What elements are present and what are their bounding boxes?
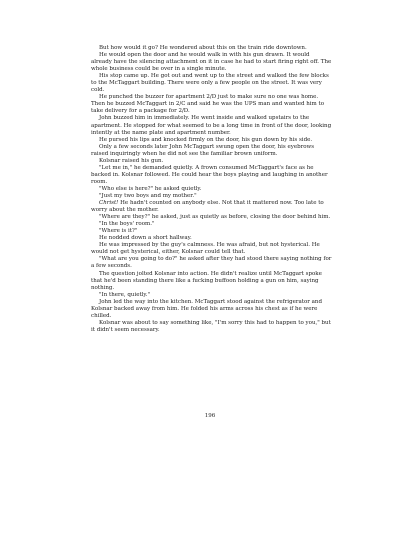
paragraph: The question jolted Kolsnar into action. He didn't realize until McTaggart spoke that he'd been standing there like a fucking buffoon holding a gun on him, saying nothing. <box>91 270 322 291</box>
paragraph: He would open the door and he would walk in with his gun drawn. It would already have the silencing attachment on it in case he had to start firing right off. The whole business could be over in a single minute. <box>91 52 332 73</box>
page-number: 196 <box>204 413 216 419</box>
body-text <box>91 45 332 334</box>
paragraph: "Where are they?" he asked, just as quietly as before, closing the door behind him. <box>99 214 331 221</box>
paragraph: He pursed his lips and knocked firmly on the door, his gun down by his side. <box>99 136 313 143</box>
paragraph: "Let me in," he demanded quietly. A frown consumed McTaggart's face as he backed in. Kolsnar followed. He could hear the boys playing and laughing in another room. <box>91 164 328 185</box>
paragraph-emphasis <box>91 200 332 214</box>
paragraph: "Just my two boys and my mother." <box>99 192 197 199</box>
paragraph: "What are you going to do?" he asked after they had stood there saying nothing for a few seconds. <box>91 256 332 270</box>
paragraph: "Who else is here?" he asked quietly. <box>99 185 202 192</box>
paragraph: But how would it go? He wondered about this on the train ride downtown. <box>99 45 307 51</box>
paragraph-text: He hadn't counted on anybody else. Not that it mattered now. Too late to worry about the mother. <box>91 200 324 214</box>
paragraph: "Where is it?" <box>99 228 138 235</box>
paragraph: "In the boys' room." <box>99 221 155 228</box>
paragraph: Only a few seconds later John McTaggart swung open the door, his eyebrows raised inquiringly when he did not see the familiar brown uniform. <box>91 143 315 157</box>
paragraph: Kolsnar was about to say something like, "I'm sorry this had to happen to you," but it didn't seem necessary. <box>91 319 331 333</box>
paragraph: Kolsnar raised his gun. <box>99 157 164 164</box>
paragraph: He was impressed by the guy's calmness. He was afraid, but not hysterical. He would not get hysterical, either, Kolsnar could tell that. <box>91 242 320 256</box>
paragraph: He nodded down a short hallway. <box>99 235 192 242</box>
emphasis-text: Christ! <box>99 200 119 207</box>
paragraph: He punched the buzzer for apartment 2/D just to make sure no one was home. Then he buzzed McTaggart in 2/C and said he was the UPS man and wanted him to take delivery for a package for 2/D. <box>91 94 325 115</box>
paragraph: John led the way into the kitchen. McTaggart stood against the refrigerator and Kolsnar backed away from him. He folded his arms across his chest as if he were chilled. <box>91 298 322 319</box>
paragraph: "In there, quietly." <box>99 291 151 298</box>
paragraph: John buzzed him in immediately. He went inside and walked upstairs to the apartment. He stopped for what seemed to be a long time in front of the door, looking intently at the name plate and apartment number. <box>91 115 332 136</box>
paragraph: His stop came up. He got out and went up to the street and walked the few blocks to the McTaggart building. There were only a few people on the street. It was very cold. <box>91 73 329 94</box>
